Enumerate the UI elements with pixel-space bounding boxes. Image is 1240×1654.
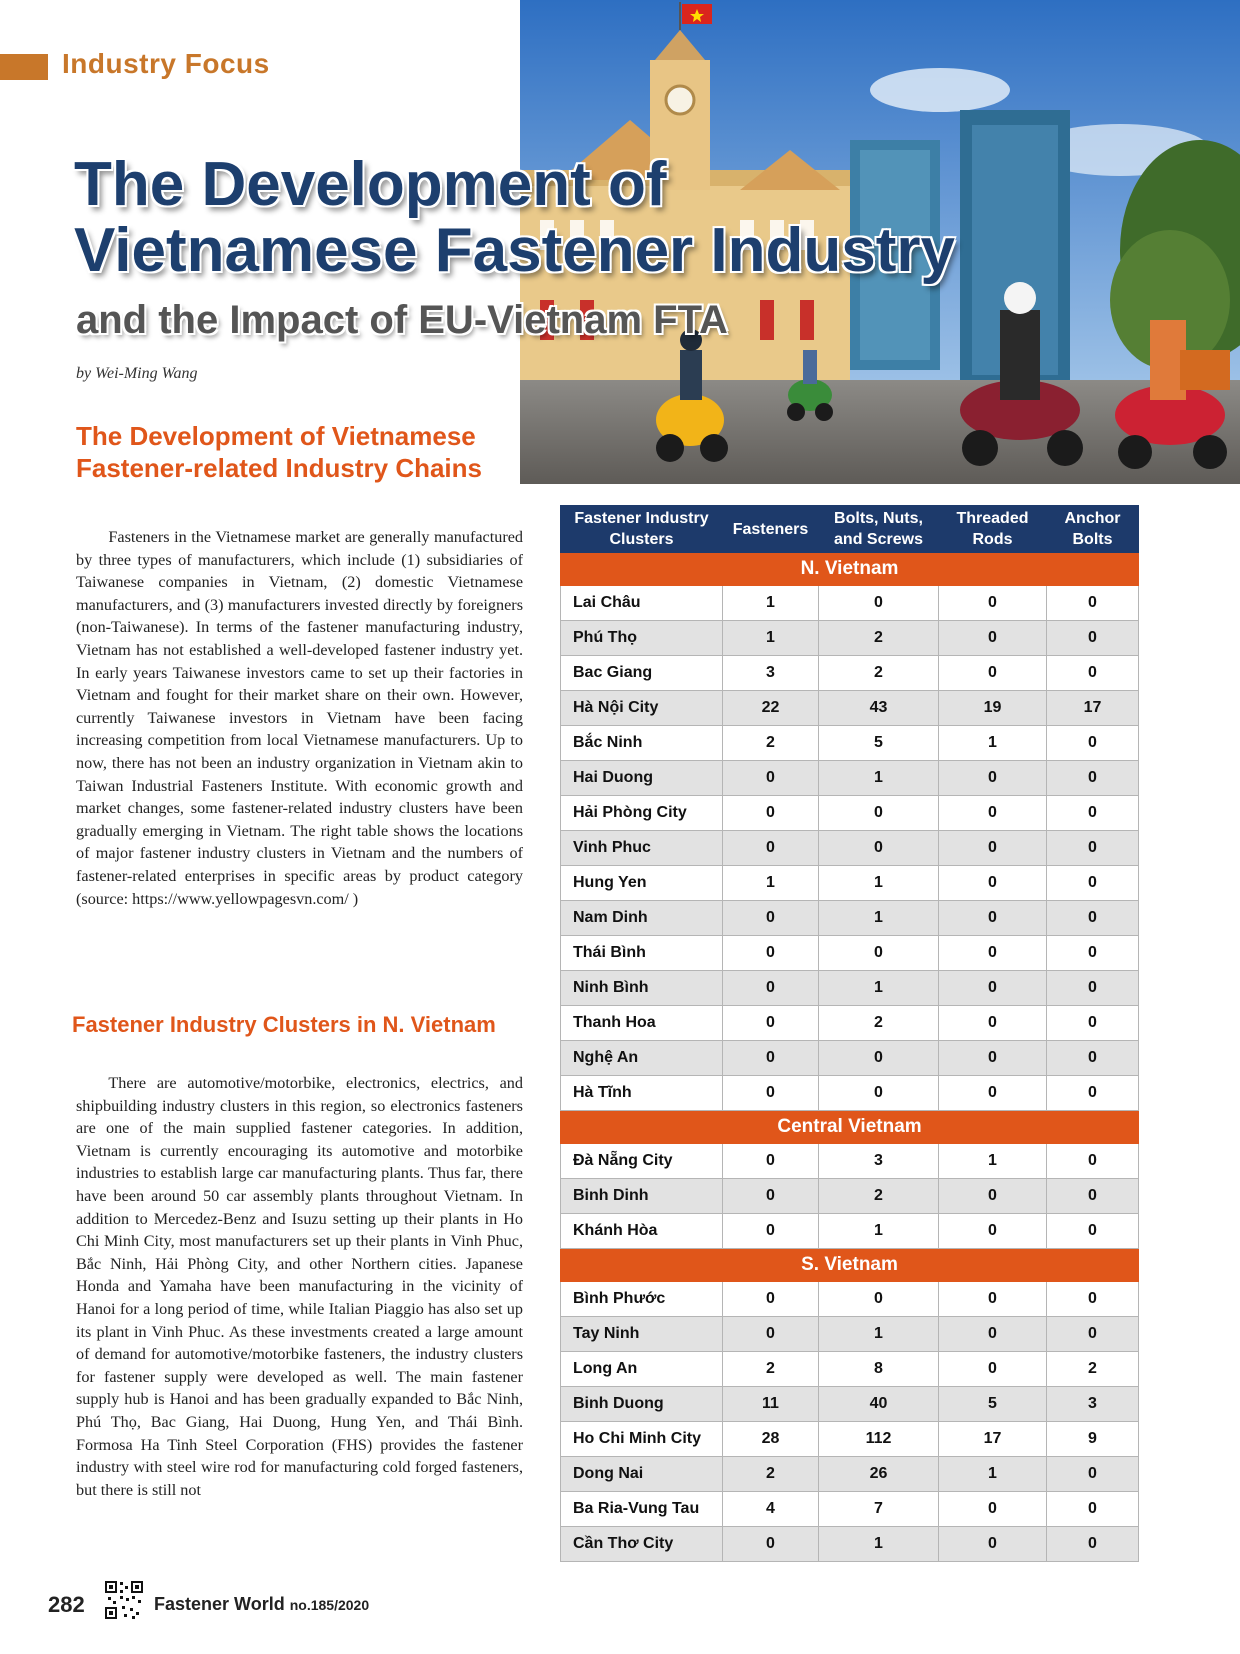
count-cell: 0 bbox=[1047, 1457, 1139, 1492]
cluster-name-cell: Hà Nội City bbox=[561, 691, 723, 726]
count-cell: 0 bbox=[723, 1006, 819, 1041]
count-cell: 0 bbox=[723, 1076, 819, 1111]
count-cell: 0 bbox=[939, 1352, 1047, 1387]
count-cell: 0 bbox=[819, 796, 939, 831]
table-row bbox=[561, 866, 1139, 901]
count-cell: 0 bbox=[1047, 761, 1139, 796]
cluster-name-cell: Cần Thơ City bbox=[561, 1527, 723, 1562]
region-row bbox=[561, 553, 1139, 586]
cluster-name-cell: Khánh Hòa bbox=[561, 1214, 723, 1249]
count-cell: 0 bbox=[939, 971, 1047, 1006]
count-cell: 0 bbox=[819, 1076, 939, 1111]
count-cell: 0 bbox=[723, 1282, 819, 1317]
table-row bbox=[561, 1214, 1139, 1249]
count-cell: 0 bbox=[1047, 1527, 1139, 1562]
count-cell: 2 bbox=[723, 1457, 819, 1492]
body-paragraph-2-text: There are automotive/motorbike, electronics, electrics, and shipbuilding industry clusters in this region, so electronics fasteners are one of the main supplied fastener categories. In addition, Vietnam is currently encouraging its automotive and motorbike industries to establish large car manufacturing plants. Thus far, there have been around 50 car assembly plants throughout Vietnam. In addition to Mercedez-Benz and Isuzu setting up their plants in Ho Chi Minh City, most manufacturers set up their plants in Vinh Phuc, Bắc Ninh, Hải Phòng City, and other Northern cities. Japanese Honda and Yamaha have been manufacturing in the vicinity of Hanoi for a long period of time, while Italian Piaggio has also set up its plant in Vinh Phuc. As these investments created a large amount of demand for automotive/motorbike fasteners, the industry clusters for fastener supply were developed as well. The main fastener supply hub is Hanoi and has been gradually expanded to Bắc Ninh, Phú Thọ, Bac Giang, Hai Duong, Hung Yen, and Thái Bình. Formosa Ha Tinh Steel Corporation (FHS) provides the fastener industry with steel wire rod for manufacturing cold forged fasteners, but there is still not bbox=[76, 1074, 523, 1499]
count-cell: 1 bbox=[819, 1527, 939, 1562]
region-label: N. Vietnam bbox=[561, 553, 1139, 586]
count-cell: 3 bbox=[819, 1144, 939, 1179]
count-cell: 1 bbox=[819, 761, 939, 796]
count-cell: 0 bbox=[819, 1041, 939, 1076]
table-row bbox=[561, 1041, 1139, 1076]
count-cell: 0 bbox=[939, 1492, 1047, 1527]
count-cell: 0 bbox=[723, 1041, 819, 1076]
cluster-name-cell: Đà Nẵng City bbox=[561, 1144, 723, 1179]
table-row bbox=[561, 586, 1139, 621]
count-cell: 28 bbox=[723, 1422, 819, 1457]
count-cell: 0 bbox=[939, 1041, 1047, 1076]
count-cell: 0 bbox=[723, 1317, 819, 1352]
column-header: Anchor Bolts bbox=[1047, 506, 1139, 553]
page-number: 282 bbox=[48, 1592, 85, 1617]
count-cell: 0 bbox=[819, 936, 939, 971]
count-cell: 0 bbox=[723, 901, 819, 936]
count-cell: 0 bbox=[1047, 586, 1139, 621]
cluster-name-cell: Tay Ninh bbox=[561, 1317, 723, 1352]
table-row bbox=[561, 726, 1139, 761]
count-cell: 2 bbox=[819, 656, 939, 691]
table-row bbox=[561, 831, 1139, 866]
magazine-name bbox=[154, 1594, 369, 1615]
count-cell: 0 bbox=[939, 901, 1047, 936]
count-cell: 19 bbox=[939, 691, 1047, 726]
count-cell: 0 bbox=[939, 1317, 1047, 1352]
count-cell: 0 bbox=[723, 971, 819, 1006]
count-cell: 1 bbox=[723, 621, 819, 656]
table-row bbox=[561, 1527, 1139, 1562]
count-cell: 0 bbox=[939, 936, 1047, 971]
count-cell: 0 bbox=[939, 866, 1047, 901]
count-cell: 0 bbox=[723, 1144, 819, 1179]
body-paragraph-1-text: Fasteners in the Vietnamese market are generally manufactured by three types of manufacturers, which include (1) subsidiaries of Taiwanese companies in Vietnam, (2) domestic Vietnamese manufacturers, and (3) manufacturers invested directly by foreigners (non-Taiwanese). In terms of the fastener manufacturing industry, Vietnam has not established a well-developed fastener industry yet. In early years Taiwanese investors came to set up their factories in Vietnam and fought for their market share on their own. However, currently Taiwanese investors in Vietnam have been facing increasing competition from local Vietnamese manufacturers. Up to now, there has not been an industry organization in Vietnam akin to Taiwan Industrial Fasteners Institute. With economic growth and market changes, some fastener-related industry clusters have been gradually emerging in Vietnam. The right table shows the locations of major fastener industry clusters in Vietnam and the numbers of fastener-related enterprises in specific areas by product category (source: https://www.yellowpagesvn.com/ ) bbox=[76, 528, 523, 908]
table-row bbox=[561, 656, 1139, 691]
count-cell: 0 bbox=[723, 936, 819, 971]
count-cell: 40 bbox=[819, 1387, 939, 1422]
count-cell: 0 bbox=[1047, 796, 1139, 831]
count-cell: 0 bbox=[723, 796, 819, 831]
cluster-name-cell: Hai Duong bbox=[561, 761, 723, 796]
count-cell: 112 bbox=[819, 1422, 939, 1457]
count-cell: 0 bbox=[1047, 656, 1139, 691]
column-header: Threaded Rods bbox=[939, 506, 1047, 553]
count-cell: 7 bbox=[819, 1492, 939, 1527]
fastener-clusters-table bbox=[560, 505, 1139, 1562]
table-row bbox=[561, 1317, 1139, 1352]
count-cell: 0 bbox=[1047, 1492, 1139, 1527]
count-cell: 0 bbox=[1047, 936, 1139, 971]
count-cell: 11 bbox=[723, 1387, 819, 1422]
count-cell: 0 bbox=[1047, 1006, 1139, 1041]
count-cell: 43 bbox=[819, 691, 939, 726]
count-cell: 1 bbox=[819, 1214, 939, 1249]
table-row bbox=[561, 1144, 1139, 1179]
count-cell: 1 bbox=[723, 586, 819, 621]
count-cell: 0 bbox=[1047, 1214, 1139, 1249]
count-cell: 0 bbox=[939, 1179, 1047, 1214]
cluster-name-cell: Bac Giang bbox=[561, 656, 723, 691]
cluster-name-cell: Ho Chi Minh City bbox=[561, 1422, 723, 1457]
count-cell: 1 bbox=[723, 866, 819, 901]
table-row bbox=[561, 901, 1139, 936]
cluster-name-cell: Binh Dinh bbox=[561, 1179, 723, 1214]
column-header: Bolts, Nuts, and Screws bbox=[819, 506, 939, 553]
count-cell: 2 bbox=[723, 1352, 819, 1387]
cluster-name-cell: Thanh Hoa bbox=[561, 1006, 723, 1041]
column-header: Fasteners bbox=[723, 506, 819, 553]
count-cell: 0 bbox=[939, 1282, 1047, 1317]
table-row bbox=[561, 936, 1139, 971]
section-tag: Industry Focus bbox=[62, 48, 270, 79]
table-row bbox=[561, 761, 1139, 796]
cluster-name-cell: Ninh Bình bbox=[561, 971, 723, 1006]
cluster-name-cell: Phú Thọ bbox=[561, 621, 723, 656]
region-label: S. Vietnam bbox=[561, 1249, 1139, 1282]
count-cell: 0 bbox=[1047, 1282, 1139, 1317]
cluster-name-cell: Hải Phòng City bbox=[561, 796, 723, 831]
article-title bbox=[74, 152, 955, 284]
count-cell: 1 bbox=[819, 901, 939, 936]
count-cell: 0 bbox=[1047, 621, 1139, 656]
count-cell: 0 bbox=[723, 831, 819, 866]
count-cell: 0 bbox=[1047, 726, 1139, 761]
count-cell: 4 bbox=[723, 1492, 819, 1527]
cluster-name-cell: Nam Dinh bbox=[561, 901, 723, 936]
cluster-name-cell: Binh Duong bbox=[561, 1387, 723, 1422]
section-tag-bar bbox=[0, 54, 48, 80]
count-cell: 0 bbox=[723, 1527, 819, 1562]
count-cell: 2 bbox=[1047, 1352, 1139, 1387]
table-row bbox=[561, 1006, 1139, 1041]
count-cell: 0 bbox=[939, 1076, 1047, 1111]
table-row bbox=[561, 796, 1139, 831]
cluster-name-cell: Bình Phước bbox=[561, 1282, 723, 1317]
issue-number: no.185/2020 bbox=[289, 1597, 370, 1613]
cluster-name-cell: Ba Ria-Vung Tau bbox=[561, 1492, 723, 1527]
region-row bbox=[561, 1111, 1139, 1144]
count-cell: 0 bbox=[1047, 866, 1139, 901]
count-cell: 17 bbox=[1047, 691, 1139, 726]
count-cell: 5 bbox=[939, 1387, 1047, 1422]
region-row bbox=[561, 1249, 1139, 1282]
count-cell: 0 bbox=[1047, 1041, 1139, 1076]
table-row bbox=[561, 1457, 1139, 1492]
article-title-line-2: Vietnamese Fastener Industry bbox=[74, 216, 955, 285]
count-cell: 0 bbox=[1047, 1179, 1139, 1214]
cluster-name-cell: Nghệ An bbox=[561, 1041, 723, 1076]
section-heading-industry-chains: The Development of Vietnamese Fastener-related Industry Chains bbox=[76, 421, 482, 483]
article-title-line-1: The Development of bbox=[74, 150, 667, 219]
column-header: Fastener Industry Clusters bbox=[561, 506, 723, 553]
count-cell: 1 bbox=[939, 1144, 1047, 1179]
count-cell: 0 bbox=[1047, 971, 1139, 1006]
qr-code-icon bbox=[104, 1580, 144, 1620]
table-row bbox=[561, 1282, 1139, 1317]
cluster-name-cell: Thái Bình bbox=[561, 936, 723, 971]
magazine-title: Fastener World bbox=[154, 1594, 285, 1614]
table-row bbox=[561, 1352, 1139, 1387]
count-cell: 0 bbox=[723, 761, 819, 796]
count-cell: 2 bbox=[819, 1006, 939, 1041]
count-cell: 26 bbox=[819, 1457, 939, 1492]
table-row bbox=[561, 971, 1139, 1006]
count-cell: 0 bbox=[939, 1527, 1047, 1562]
count-cell: 0 bbox=[939, 656, 1047, 691]
count-cell: 0 bbox=[819, 586, 939, 621]
cluster-name-cell: Vinh Phuc bbox=[561, 831, 723, 866]
count-cell: 17 bbox=[939, 1422, 1047, 1457]
table-row bbox=[561, 621, 1139, 656]
count-cell: 0 bbox=[819, 831, 939, 866]
cluster-name-cell: Long An bbox=[561, 1352, 723, 1387]
count-cell: 0 bbox=[939, 1214, 1047, 1249]
count-cell: 2 bbox=[723, 726, 819, 761]
cluster-name-cell: Hà Tĩnh bbox=[561, 1076, 723, 1111]
table-header-row bbox=[561, 506, 1139, 553]
count-cell: 2 bbox=[819, 1179, 939, 1214]
count-cell: 1 bbox=[939, 726, 1047, 761]
count-cell: 0 bbox=[1047, 1076, 1139, 1111]
table-row bbox=[561, 1492, 1139, 1527]
count-cell: 0 bbox=[1047, 1317, 1139, 1352]
count-cell: 0 bbox=[939, 621, 1047, 656]
table-row bbox=[561, 1179, 1139, 1214]
table-body bbox=[561, 553, 1139, 1562]
count-cell: 0 bbox=[939, 1006, 1047, 1041]
count-cell: 0 bbox=[939, 831, 1047, 866]
count-cell: 0 bbox=[1047, 901, 1139, 936]
cluster-name-cell: Dong Nai bbox=[561, 1457, 723, 1492]
count-cell: 0 bbox=[1047, 1144, 1139, 1179]
article-subtitle: and the Impact of EU-Vietnam FTA bbox=[76, 298, 728, 342]
count-cell: 1 bbox=[819, 1317, 939, 1352]
count-cell: 0 bbox=[723, 1214, 819, 1249]
count-cell: 0 bbox=[939, 796, 1047, 831]
body-paragraph-1 bbox=[76, 526, 523, 910]
count-cell: 1 bbox=[939, 1457, 1047, 1492]
cluster-name-cell: Hung Yen bbox=[561, 866, 723, 901]
count-cell: 1 bbox=[819, 971, 939, 1006]
count-cell: 0 bbox=[939, 586, 1047, 621]
count-cell: 22 bbox=[723, 691, 819, 726]
table-row bbox=[561, 1076, 1139, 1111]
body-paragraph-2 bbox=[76, 1072, 523, 1501]
count-cell: 0 bbox=[723, 1179, 819, 1214]
count-cell: 0 bbox=[939, 761, 1047, 796]
count-cell: 5 bbox=[819, 726, 939, 761]
cluster-name-cell: Bắc Ninh bbox=[561, 726, 723, 761]
count-cell: 3 bbox=[1047, 1387, 1139, 1422]
table-row bbox=[561, 691, 1139, 726]
byline: by Wei-Ming Wang bbox=[76, 365, 198, 382]
count-cell: 9 bbox=[1047, 1422, 1139, 1457]
count-cell: 3 bbox=[723, 656, 819, 691]
cluster-name-cell: Lai Châu bbox=[561, 586, 723, 621]
table-row bbox=[561, 1387, 1139, 1422]
count-cell: 2 bbox=[819, 621, 939, 656]
count-cell: 1 bbox=[819, 866, 939, 901]
section-heading-n-vietnam: Fastener Industry Clusters in N. Vietnam bbox=[72, 1012, 496, 1037]
region-label: Central Vietnam bbox=[561, 1111, 1139, 1144]
count-cell: 8 bbox=[819, 1352, 939, 1387]
count-cell: 0 bbox=[819, 1282, 939, 1317]
count-cell: 0 bbox=[1047, 831, 1139, 866]
table-row bbox=[561, 1422, 1139, 1457]
